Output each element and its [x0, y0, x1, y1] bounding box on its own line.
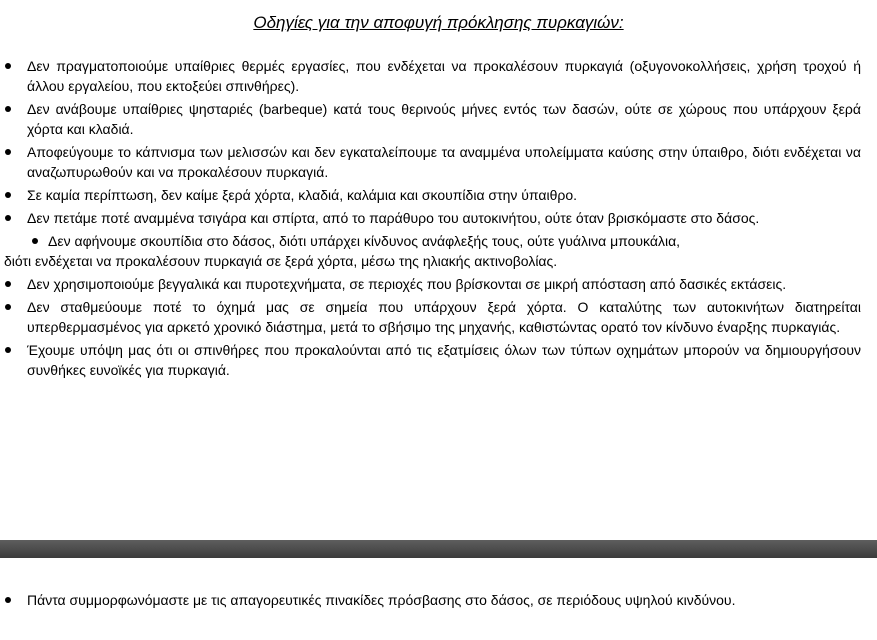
list-item: [0, 274, 877, 294]
page-break-divider: [0, 540, 877, 558]
bullet-icon: [5, 192, 11, 198]
bullet-icon: [5, 304, 11, 310]
list-item: [0, 185, 877, 205]
list-item: [0, 590, 877, 610]
next-page-list: [0, 590, 877, 613]
list-item-unformatted: [0, 231, 877, 271]
list-item: [0, 56, 877, 96]
bullet-icon: [5, 281, 11, 287]
list-item-text: Δεν αφήνουμε σκουπίδια στο δάσος, διότι υπάρχει κίνδυνος ανάφλεξής τους, ούτε γυάλινα μπουκάλια,: [48, 233, 681, 249]
list-item-continuation: διότι ενδέχεται να προκαλέσουν πυρκαγιά σε ξερά χόρτα, μέσω της ηλιακής ακτινοβολίας.: [4, 253, 558, 269]
list-item: [0, 208, 877, 228]
list-item: [0, 297, 877, 337]
bullet-icon: [5, 597, 11, 603]
bullet-icon: [5, 347, 11, 353]
page-title: Οδηγίες για την αποφυγή πρόκλησης πυρκαγιών:: [253, 13, 624, 32]
bullet-icon: [32, 238, 38, 244]
list-item-text: Σε καμία περίπτωση, δεν καίμε ξερά χόρτα, κλαδιά, καλάμια και σκουπίδια στην ύπαιθρο.: [27, 187, 578, 203]
list-item: [0, 340, 877, 380]
list-item-text: Δεν χρησιμοποιούμε βεγγαλικά και πυροτεχνήματα, σε περιοχές που βρίσκονται σε μικρή απόσταση από δασικές εκτάσεις.: [27, 276, 787, 292]
bullet-icon: [5, 215, 11, 221]
bullet-icon: [5, 149, 11, 155]
list-item-text: Πάντα συμμορφωνόμαστε με τις απαγορευτικές πινακίδες πρόσβασης στο δάσος, σε περιόδους υψηλού κινδύνου.: [27, 592, 736, 608]
list-item-text: Δεν πραγματοποιούμε υπαίθριες θερμές εργασίες, που ενδέχεται να προκαλέσουν πυρκαγιά (οξυγονοκολλήσεις, χρήση τροχού ή άλλου εργαλείου, που εκτοξεύει σπινθήρες).: [27, 58, 861, 94]
list-item: [0, 99, 877, 139]
list-item-text: Δεν πετάμε ποτέ αναμμένα τσιγάρα και σπίρτα, από το παράθυρο του αυτοκινήτου, ούτε όταν βρισκόμαστε στο δάσος.: [27, 210, 760, 226]
list-item-text: Έχουμε υπόψη μας ότι οι σπινθήρες που προκαλούνται από τις εξατμίσεις όλων των τύπων οχημάτων μπορούν να δημιουργήσουν συνθήκες ευνοϊκές για πυρκαγιά.: [27, 342, 861, 378]
fire-prevention-list: [0, 56, 877, 383]
list-item: [0, 142, 877, 182]
list-item-text: Αποφεύγουμε το κάπνισμα των μελισσών και δεν εγκαταλείπουμε τα αναμμένα υπολείμματα καύσης στην ύπαιθρο, διότι ενδέχεται να αναζωπυρωθούν και να προκαλέσουν πυρκαγιά.: [27, 144, 861, 180]
list-item-text: Δεν σταθμεύουμε ποτέ το όχημά μας σε σημεία που υπάρχουν ξερά χόρτα. Ο καταλύτης των αυτοκινήτων διατηρείται υπερθερμασμένος για αρκετό χρονικό διάστημα, μετά το σβήσιμο της μηχανής, καθιστώντας ορατό τον κίνδυνο έναρξης πυρκαγιάς.: [27, 299, 861, 335]
bullet-icon: [5, 106, 11, 112]
bullet-icon: [5, 63, 11, 69]
list-item-first-line: [4, 231, 861, 251]
list-item-text: Δεν ανάβουμε υπαίθριες ψησταριές (barbeque) κατά τους θερινούς μήνες εντός των δασών, ούτε σε χώρους που υπάρχουν ξερά χόρτα και κλαδιά.: [27, 101, 861, 137]
